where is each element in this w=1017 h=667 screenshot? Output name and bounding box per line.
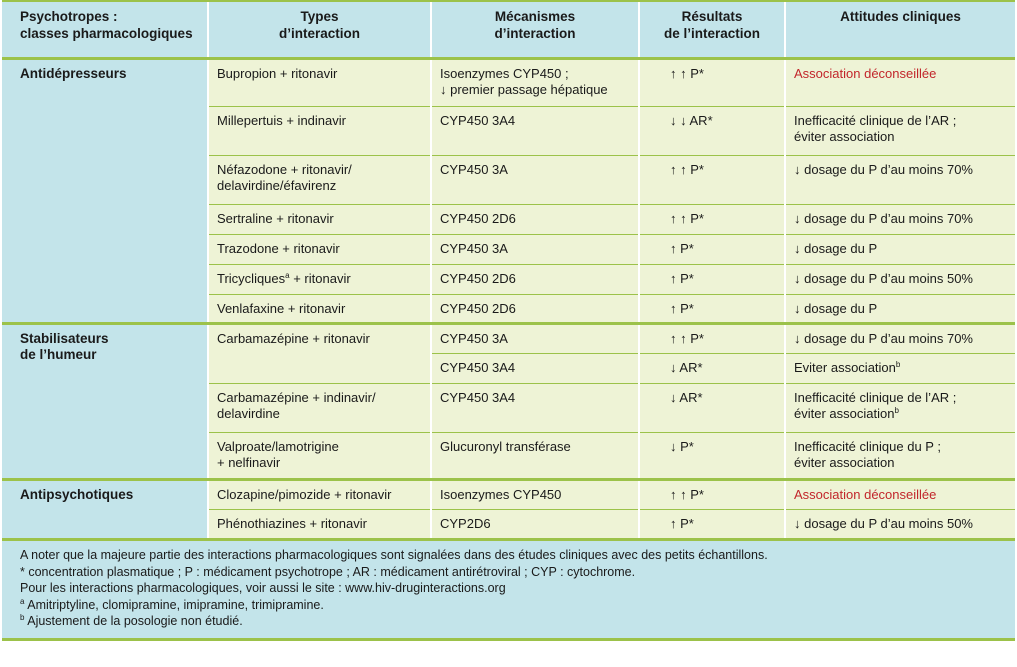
clinical-attitude: Eviter association$^b$ xyxy=(785,353,1015,383)
header-types: Types d’interaction xyxy=(208,1,431,58)
interaction-type: Trazodone + ritonavir xyxy=(208,234,431,264)
interaction-type: Venlafaxine + ritonavir xyxy=(208,294,431,323)
interaction-mechanism: CYP450 2D6 xyxy=(431,264,639,294)
interaction-result: ↑ ↑ P* xyxy=(639,323,785,353)
interaction-mechanism: CYP450 3A4 xyxy=(431,353,639,383)
interaction-mechanism: Glucuronyl transférase xyxy=(431,432,639,479)
table-row xyxy=(2,323,1015,353)
table-row xyxy=(2,58,1015,106)
document xyxy=(2,0,1015,641)
footnote-abbreviations: * concentration plasmatique ; P : médicament psychotrope ; AR : médicament antirétroviral ; CYP : cytochrome. xyxy=(20,564,636,579)
interaction-result: ↓ AR* xyxy=(639,383,785,432)
footnote-a: $^a$ Amitriptyline, clomipramine, imipramine, trimipramine. xyxy=(20,596,324,612)
clinical-attitude: Association déconseillée xyxy=(785,58,1015,106)
interaction-result: ↑ ↑ P* xyxy=(639,155,785,204)
interaction-mechanism: CYP450 2D6 xyxy=(431,294,639,323)
header-classes: Psychotropes : classes pharmacologiques xyxy=(2,1,208,58)
clinical-attitude: ↓ dosage du P d’au moins 70% xyxy=(785,155,1015,204)
clinical-attitude: ↓ dosage du P xyxy=(785,294,1015,323)
class-stabilisateurs: Stabilisateurs de l’humeur xyxy=(2,323,208,479)
interaction-mechanism: CYP450 3A4 xyxy=(431,106,639,155)
table-footnotes xyxy=(2,538,1015,641)
interaction-mechanism: CYP450 3A xyxy=(431,234,639,264)
interaction-type: Sertraline + ritonavir xyxy=(208,204,431,234)
interaction-type: Carbamazépine + ritonavir xyxy=(208,323,431,383)
clinical-attitude: ↓ dosage du P d’au moins 70% xyxy=(785,204,1015,234)
clinical-attitude: ↓ dosage du P d’au moins 70% xyxy=(785,323,1015,353)
interaction-mechanism: CYP450 3A4 xyxy=(431,383,639,432)
interaction-result: ↑ P* xyxy=(639,509,785,538)
clinical-attitude: ↓ dosage du P d’au moins 50% xyxy=(785,264,1015,294)
interaction-mechanism: CYP2D6 xyxy=(431,509,639,538)
header-row xyxy=(2,1,1015,58)
interaction-result: ↑ P* xyxy=(639,294,785,323)
interaction-result: ↑ ↑ P* xyxy=(639,58,785,106)
clinical-attitude: Association déconseillée xyxy=(785,479,1015,509)
clinical-attitude: Inefficacité clinique de l’AR ; éviter association xyxy=(785,106,1015,155)
interaction-type: Phénothiazines + ritonavir xyxy=(208,509,431,538)
interaction-result: ↑ ↑ P* xyxy=(639,204,785,234)
interaction-mechanism: CYP450 3A xyxy=(431,323,639,353)
header-results: Résultats de l’interaction xyxy=(639,1,785,58)
interaction-type: Clozapine/pimozide + ritonavir xyxy=(208,479,431,509)
footnote-b: $^b$ Ajustement de la posologie non étudié. xyxy=(20,613,243,628)
clinical-attitude: ↓ dosage du P xyxy=(785,234,1015,264)
interaction-result: ↓ ↓ AR* xyxy=(639,106,785,155)
interaction-type: Tricycliques$^a$ + ritonavir xyxy=(208,264,431,294)
interaction-mechanism: Isoenzymes CYP450 ; ↓ premier passage hépatique xyxy=(431,58,639,106)
footnote-website: Pour les interactions pharmacologiques, voir aussi le site : www.hiv-druginteractions.org xyxy=(20,581,506,595)
interaction-type: Valproate/lamotrigine + nelfinavir xyxy=(208,432,431,479)
header-attitudes: Attitudes cliniques xyxy=(785,1,1015,58)
class-antipsychotiques: Antipsychotiques xyxy=(2,479,208,538)
clinical-attitude: Inefficacité clinique de l’AR ; éviter association$^b$ xyxy=(785,383,1015,432)
footnote-sample-size: A noter que la majeure partie des interactions pharmacologiques sont signalées dans des études cliniques avec des petits échantillons. xyxy=(20,548,768,562)
interaction-result: ↓ AR* xyxy=(639,353,785,383)
interaction-type: Carbamazépine + indinavir/ delavirdine xyxy=(208,383,431,432)
table-row xyxy=(2,479,1015,509)
interaction-mechanism: CYP450 3A xyxy=(431,155,639,204)
class-antidepresseurs: Antidépresseurs xyxy=(2,58,208,323)
interaction-result: ↑ ↑ P* xyxy=(639,479,785,509)
interaction-type: Bupropion + ritonavir xyxy=(208,58,431,106)
interaction-result: ↑ P* xyxy=(639,264,785,294)
clinical-attitude: Inefficacité clinique du P ; éviter association xyxy=(785,432,1015,479)
interaction-mechanism: CYP450 2D6 xyxy=(431,204,639,234)
interaction-mechanism: Isoenzymes CYP450 xyxy=(431,479,639,509)
interaction-type: Néfazodone + ritonavir/ delavirdine/éfavirenz xyxy=(208,155,431,204)
interaction-table xyxy=(2,0,1015,538)
interaction-result: ↑ P* xyxy=(639,234,785,264)
interaction-type: Millepertuis + indinavir xyxy=(208,106,431,155)
clinical-attitude: ↓ dosage du P d’au moins 50% xyxy=(785,509,1015,538)
header-mechanisms: Mécanismes d’interaction xyxy=(431,1,639,58)
interaction-result: ↓ P* xyxy=(639,432,785,479)
